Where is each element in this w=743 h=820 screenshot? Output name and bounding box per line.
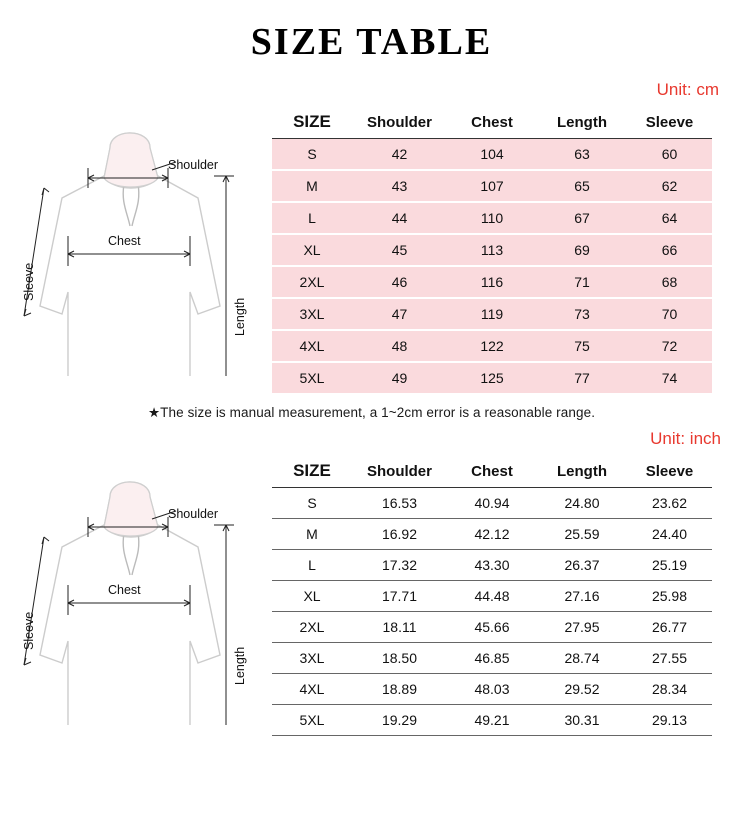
cell-length: 27.16 [537,581,627,612]
cell-shoulder: 18.11 [352,612,447,643]
label-chest: Chest [108,234,141,248]
cell-chest: 48.03 [447,674,537,705]
cell-chest: 107 [447,170,537,202]
cell-sleeve: 28.34 [627,674,712,705]
cell-sleeve: 27.55 [627,643,712,674]
cell-length: 29.52 [537,674,627,705]
cell-shoulder: 17.71 [352,581,447,612]
cell-shoulder: 45 [352,234,447,266]
cell-sleeve: 29.13 [627,705,712,736]
label-length: Length [233,646,247,685]
col-header-size: SIZE [272,455,352,488]
cell-chest: 46.85 [447,643,537,674]
table-row [272,234,712,266]
cell-size: 2XL [272,266,352,298]
size-table-inch [272,455,712,736]
label-shoulder: Shoulder [168,507,219,521]
cell-chest: 49.21 [447,705,537,736]
cell-size: S [272,488,352,519]
cell-size: M [272,170,352,202]
cell-chest: 43.30 [447,550,537,581]
cell-sleeve: 23.62 [627,488,712,519]
cell-length: 28.74 [537,643,627,674]
cell-size: 4XL [272,674,352,705]
cell-length: 30.31 [537,705,627,736]
unit-label-inch: Unit: inch [650,429,721,448]
col-header-length: Length [537,106,627,139]
hoodie-figure-inch [0,455,272,725]
col-header-shoulder: Shoulder [352,106,447,139]
cell-chest: 113 [447,234,537,266]
table-row [272,330,712,362]
cell-size: 5XL [272,362,352,394]
cell-length: 24.80 [537,488,627,519]
table-row [272,643,712,674]
table-row [272,202,712,234]
table-row [272,488,712,519]
table-row [272,550,712,581]
cell-length: 26.37 [537,550,627,581]
cell-shoulder: 49 [352,362,447,394]
cell-chest: 44.48 [447,581,537,612]
cell-shoulder: 43 [352,170,447,202]
label-sleeve: Sleeve [22,262,36,301]
cell-size: XL [272,234,352,266]
cell-sleeve: 70 [627,298,712,330]
label-chest: Chest [108,583,141,597]
cell-chest: 122 [447,330,537,362]
cell-shoulder: 42 [352,139,447,171]
hoodie-figure-cm [0,106,272,376]
label-shoulder: Shoulder [168,158,219,172]
size-block-cm [0,80,743,395]
cell-size: M [272,519,352,550]
cell-length: 77 [537,362,627,394]
cell-chest: 125 [447,362,537,394]
cell-size: 3XL [272,298,352,330]
cell-size: L [272,202,352,234]
cell-length: 27.95 [537,612,627,643]
table-row [272,266,712,298]
col-header-sleeve: Sleeve [627,106,712,139]
cell-length: 71 [537,266,627,298]
size-block-inch [0,429,743,736]
table-row [272,139,712,171]
table-header-row [272,455,712,488]
cell-sleeve: 25.98 [627,581,712,612]
cell-sleeve: 64 [627,202,712,234]
cell-length: 73 [537,298,627,330]
cell-chest: 42.12 [447,519,537,550]
cell-chest: 110 [447,202,537,234]
cell-sleeve: 68 [627,266,712,298]
cell-chest: 119 [447,298,537,330]
table-row [272,674,712,705]
cell-shoulder: 46 [352,266,447,298]
col-header-chest: Chest [447,106,537,139]
col-header-length: Length [537,455,627,488]
measurement-note: ★The size is manual measurement, a 1~2cm error is a reasonable range. [147,405,596,420]
cell-chest: 116 [447,266,537,298]
table-header-row [272,106,712,139]
cell-sleeve: 26.77 [627,612,712,643]
cell-chest: 45.66 [447,612,537,643]
cell-length: 65 [537,170,627,202]
cell-shoulder: 16.53 [352,488,447,519]
label-length: Length [233,297,247,336]
table-row [272,170,712,202]
unit-label-cm: Unit: cm [656,80,719,99]
cell-sleeve: 66 [627,234,712,266]
cell-sleeve: 74 [627,362,712,394]
col-header-size: SIZE [272,106,352,139]
size-table-cm [272,106,712,395]
table-row [272,612,712,643]
cell-shoulder: 44 [352,202,447,234]
col-header-shoulder: Shoulder [352,455,447,488]
table-row [272,519,712,550]
cell-shoulder: 17.32 [352,550,447,581]
label-sleeve: Sleeve [22,611,36,650]
cell-shoulder: 16.92 [352,519,447,550]
cell-length: 67 [537,202,627,234]
page-title: SIZE TABLE [250,21,493,63]
cell-length: 75 [537,330,627,362]
cell-size: S [272,139,352,171]
table-row [272,298,712,330]
table-row [272,362,712,394]
cell-size: 3XL [272,643,352,674]
col-header-chest: Chest [447,455,537,488]
cell-sleeve: 25.19 [627,550,712,581]
cell-length: 25.59 [537,519,627,550]
cell-size: XL [272,581,352,612]
cell-chest: 104 [447,139,537,171]
cell-sleeve: 62 [627,170,712,202]
table-row [272,581,712,612]
cell-size: 4XL [272,330,352,362]
cell-sleeve: 24.40 [627,519,712,550]
cell-chest: 40.94 [447,488,537,519]
cell-shoulder: 47 [352,298,447,330]
cell-length: 69 [537,234,627,266]
cell-size: 5XL [272,705,352,736]
cell-shoulder: 18.89 [352,674,447,705]
cell-shoulder: 19.29 [352,705,447,736]
cell-sleeve: 72 [627,330,712,362]
table-row [272,705,712,736]
cell-shoulder: 18.50 [352,643,447,674]
cell-shoulder: 48 [352,330,447,362]
col-header-sleeve: Sleeve [627,455,712,488]
cell-length: 63 [537,139,627,171]
cell-sleeve: 60 [627,139,712,171]
cell-size: L [272,550,352,581]
cell-size: 2XL [272,612,352,643]
